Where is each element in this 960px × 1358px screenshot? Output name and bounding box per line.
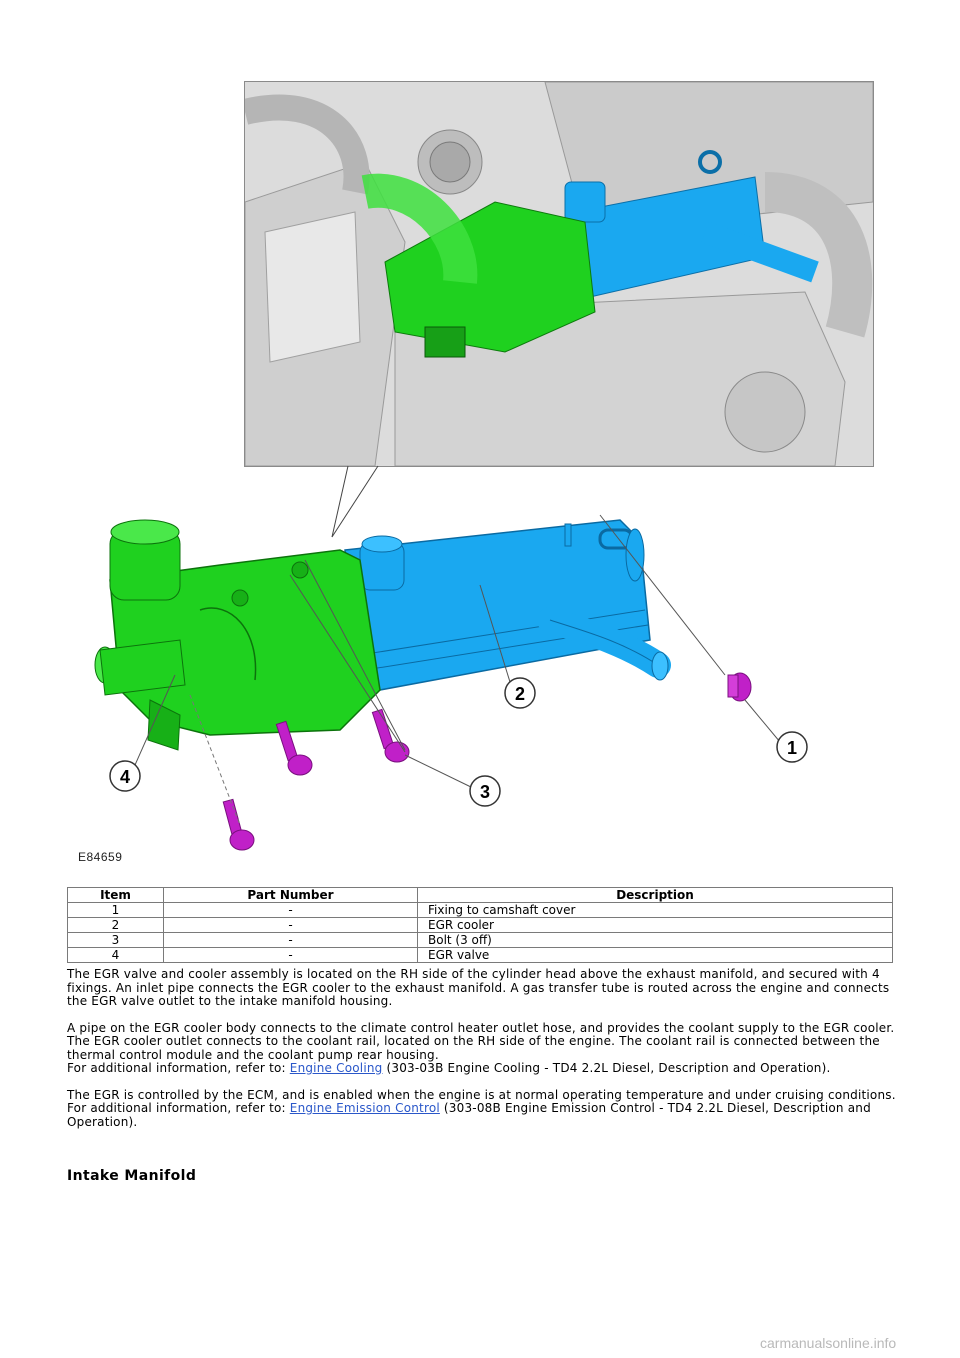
cell-part-number: - [164, 918, 418, 933]
callout-1 [777, 732, 807, 762]
cell-item: 4 [68, 948, 164, 963]
cell-description: Bolt (3 off) [418, 933, 893, 948]
table-header-row [68, 888, 893, 903]
ref-suffix: (303-03B Engine Cooling - TD4 2.2L Diesel, Description and Operation). [382, 1061, 831, 1075]
ecm-text: The EGR is controlled by the ECM, and is enabled when the engine is at normal operating temperature and under cruising conditions. [67, 1087, 896, 1102]
table-row [68, 918, 893, 933]
table-row [68, 948, 893, 963]
ref-suffix: (303-08B Engine Emission Control - TD4 2.2L Diesel, Description and Operation). [67, 1101, 871, 1129]
callout-4 [110, 761, 140, 791]
cell-item: 1 [68, 903, 164, 918]
svg-text:1: 1 [786, 738, 798, 758]
egr-diagram-svg [60, 460, 900, 880]
engine-cooling-link[interactable]: Engine Cooling [289, 1061, 383, 1075]
cell-item: 3 [68, 933, 164, 948]
egr-exploded-diagram [60, 460, 900, 880]
cell-part-number: - [164, 948, 418, 963]
col-header-description: Description [418, 888, 893, 903]
figure-id: E84659 [78, 850, 123, 864]
svg-text:4: 4 [119, 767, 131, 787]
cell-description: EGR valve [418, 948, 893, 963]
svg-text:3: 3 [479, 782, 491, 802]
col-header-part-number: Part Number [164, 888, 418, 903]
callout-2 [505, 678, 535, 708]
col-header-item: Item [68, 888, 164, 903]
paragraph-coolant [67, 1022, 897, 1076]
paragraph-ecm [67, 1089, 897, 1130]
coolant-text: A pipe on the EGR cooler body connects to the climate control heater outlet hose, and provides the coolant supply to the EGR cooler. The EGR cooler outlet connects to the coolant rail, located on the RH side of the engine. The coolant rail is connected between the thermal control module and the coolant pump rear housing. [67, 1020, 895, 1062]
table-row [68, 903, 893, 918]
body-text [67, 968, 897, 1142]
cell-description: Fixing to camshaft cover [418, 903, 893, 918]
paragraph-egr-location: The EGR valve and cooler assembly is located on the RH side of the cylinder head above the exhaust manifold, and secured with 4 fixings. An inlet pipe connects the EGR cooler to the exhaust manifold. A gas transfer tube is routed across the engine and connects the EGR valve outlet to the intake manifold housing. [67, 967, 890, 1008]
engine-overview-svg [245, 82, 873, 466]
engine-overview-illustration [244, 81, 874, 467]
ref-prefix: For additional information, refer to: [67, 1101, 290, 1115]
cell-item: 2 [68, 918, 164, 933]
bolt-4 [223, 799, 254, 850]
engine-emission-control-link[interactable]: Engine Emission Control [289, 1101, 440, 1115]
svg-text:2: 2 [514, 684, 526, 704]
cell-description: EGR cooler [418, 918, 893, 933]
watermark-text: carmanualsonline.info [760, 1335, 897, 1351]
bolt-3b [372, 709, 409, 762]
table-row [68, 933, 893, 948]
ref-prefix: For additional information, refer to: [67, 1061, 290, 1075]
cell-part-number: - [164, 903, 418, 918]
bolt-1 [728, 673, 751, 701]
cell-part-number: - [164, 933, 418, 948]
callout-3 [470, 776, 500, 806]
section-heading: Intake Manifold [67, 1168, 197, 1184]
parts-table [67, 887, 893, 963]
